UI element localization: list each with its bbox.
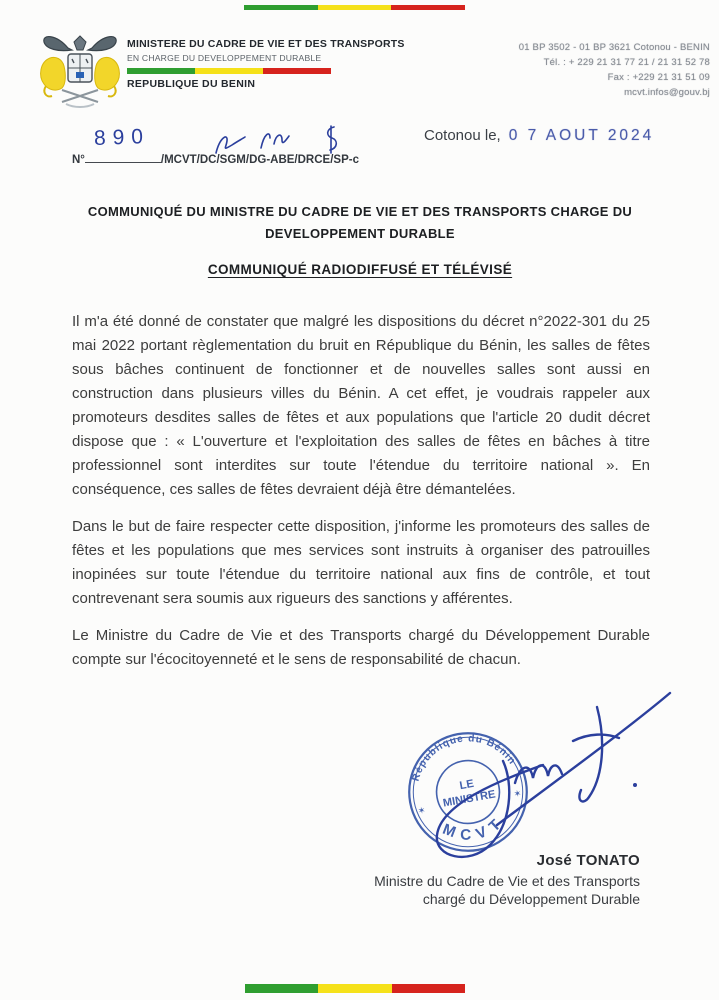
stamp-ring-top-text: République du Bénin bbox=[410, 733, 518, 783]
contact-block bbox=[420, 40, 710, 100]
dateline bbox=[424, 127, 654, 145]
reference-number-handwritten: 890 bbox=[93, 125, 151, 150]
ministry-subtitle: EN CHARGE DU DEVELOPPEMENT DURABLE bbox=[127, 53, 322, 63]
signatory-name: José TONATO bbox=[536, 852, 640, 869]
reference-prefix: N° bbox=[72, 154, 85, 166]
stamp-ring-bottom-text: MCVT bbox=[440, 811, 510, 844]
paragraph-3: Le Ministre du Cadre de Vie et des Transports chargé du Développement Durable compte sur l'écocitoyenneté et le sens de responsabilité de chacun. bbox=[72, 627, 650, 668]
signatory-title-line1: Ministre du Cadre de Vie et des Transports bbox=[374, 873, 640, 889]
republic-label: REPUBLIQUE DU BENIN bbox=[127, 78, 256, 90]
reference-underline bbox=[85, 150, 161, 163]
minister-signature bbox=[385, 685, 685, 875]
paragraph-2: Dans le but de faire respecter cette disposition, j'informe les promoteurs des salles de fêtes et les populations que mes services sont instruits à organiser des patrouilles inopinées sur toute l'étendue du territoire national aux fins de contrôle, et tout contrevenant sera soumis aux rigueurs des sanctions y afférentes. bbox=[72, 518, 650, 607]
flag-bar-bottom bbox=[245, 984, 465, 993]
paraphe-mark bbox=[258, 128, 292, 152]
contact-address: 01 BP 3502 - 01 BP 3621 Cotonou - BENIN bbox=[518, 42, 710, 53]
benin-coat-of-arms-icon bbox=[36, 28, 124, 112]
reference-code: /MCVT/DC/SGM/DG-ABE/DRCE/SP-c bbox=[160, 154, 359, 166]
paraphe-mark bbox=[318, 124, 344, 156]
contact-email: mcvt.infos@gouv.bj bbox=[624, 87, 710, 98]
paraphe-mark bbox=[212, 131, 248, 157]
signatory-block bbox=[330, 852, 640, 907]
letter-body bbox=[72, 310, 650, 685]
signatory-title-line2: chargé du Développement Durable bbox=[422, 891, 640, 907]
ministry-name: MINISTERE DU CADRE DE VIE ET DES TRANSPORTS bbox=[127, 38, 405, 50]
communique-subtitle: COMMUNIQUÉ RADIODIFFUSÉ ET TÉLÉVISÉ bbox=[207, 262, 513, 277]
stamp-center-line2: MINISTRE bbox=[442, 788, 497, 810]
stamp-star-left-icon: ✶ bbox=[417, 804, 427, 817]
contact-phone: Tél. : + 229 21 31 77 21 / 21 31 52 78 bbox=[543, 57, 710, 68]
date-stamp: 0 7 AOUT 2024 bbox=[508, 127, 655, 144]
contact-fax: Fax : +229 21 31 51 09 bbox=[607, 72, 710, 83]
date-place: Cotonou le, bbox=[424, 127, 501, 144]
paragraph-1: Il m'a été donné de constater que malgré les dispositions du décret n°2022-301 du 25 mai 2022 portant règlementation du bruit en République du Bénin, les salles de fêtes sous bâches continuent de fonctionner et de nouvelles salles sont aussi en construction dans plusieurs villes du Bénin. A cet effet, je voudrais rappeler aux promoteurs desdites salles de fêtes et aux populations que l'article 20 dudit décret dispose que : « L'ouverture et l'exploitation des salles de fêtes en bâches à titre professionnel sont interdites sur toute l'étendue du territoire national ». En conséquence, ces salles de fêtes devraient déjà être démantelées. bbox=[72, 313, 650, 498]
communique-title: COMMUNIQUÉ DU MINISTRE DU CADRE DE VIE ET DES TRANSPORTS CHARGE DU DEVELOPPEMENT DURABLE bbox=[87, 204, 633, 241]
flag-bar-top bbox=[244, 5, 465, 10]
stamp-center-line1: LE bbox=[458, 777, 475, 793]
stamp-star-right-icon: ✶ bbox=[512, 788, 523, 800]
ministry-header-block bbox=[127, 38, 405, 90]
flag-bar-header bbox=[127, 68, 331, 74]
